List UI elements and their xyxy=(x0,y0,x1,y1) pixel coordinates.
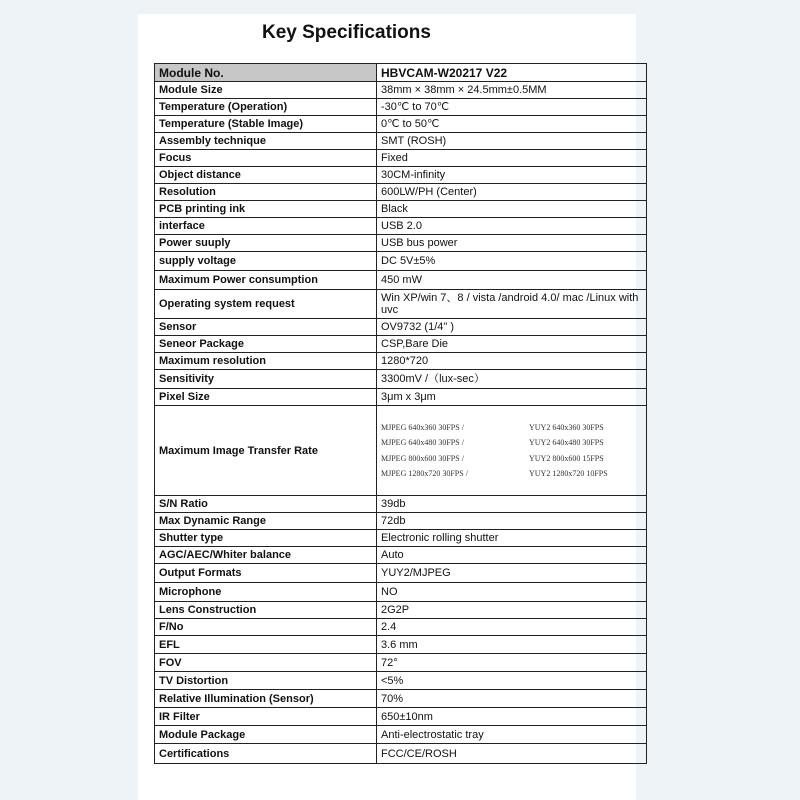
spec-value: SMT (ROSH) xyxy=(377,133,647,150)
spec-value: OV9732 (1/4" ) xyxy=(377,319,647,336)
spec-label: Operating system request xyxy=(155,290,377,319)
spec-label: AGC/AEC/Whiter balance xyxy=(155,547,377,564)
transfer-rate-grid xyxy=(381,420,642,482)
spec-label: Certifications xyxy=(155,744,377,764)
table-row xyxy=(155,389,647,406)
spec-value: 1280*720 xyxy=(377,353,647,370)
spec-label: Seneor Package xyxy=(155,336,377,353)
spec-value: Black xyxy=(377,201,647,218)
spec-value: 450 mW xyxy=(377,271,647,290)
spec-label: Resolution xyxy=(155,184,377,201)
yuy2-rate: YUY2 800x600 15FPS xyxy=(529,453,604,463)
table-row xyxy=(155,201,647,218)
spec-label: EFL xyxy=(155,636,377,654)
table-row xyxy=(155,319,647,336)
spec-label: Maximum Image Transfer Rate xyxy=(155,406,377,496)
table-row xyxy=(155,602,647,619)
table-row xyxy=(155,150,647,167)
spec-value: 70% xyxy=(377,690,647,708)
spec-value: 38mm × 38mm × 24.5mm±0.5MM xyxy=(377,82,647,99)
table-row-transfer-rate xyxy=(155,406,647,496)
spec-label: supply voltage xyxy=(155,252,377,271)
table-row xyxy=(155,235,647,252)
table-row xyxy=(155,564,647,583)
spec-value: 600LW/PH (Center) xyxy=(377,184,647,201)
table-row xyxy=(155,184,647,201)
spec-value: 3.6 mm xyxy=(377,636,647,654)
spec-value: 2G2P xyxy=(377,602,647,619)
page-title: Key Specifications xyxy=(262,22,431,43)
table-row xyxy=(155,252,647,271)
mjpeg-rate: MJPEG 800x600 30FPS / xyxy=(381,453,464,463)
spec-value: 3μm x 3μm xyxy=(377,389,647,406)
table-row xyxy=(155,218,647,235)
spec-value: 0℃ to 50℃ xyxy=(377,116,647,133)
spec-label: TV Distortion xyxy=(155,672,377,690)
table-row xyxy=(155,116,647,133)
table-row xyxy=(155,496,647,513)
table-row xyxy=(155,530,647,547)
spec-label: Power suuply xyxy=(155,235,377,252)
spec-value: FCC/CE/ROSH xyxy=(377,744,647,764)
spec-label: IR Filter xyxy=(155,708,377,726)
spec-label: Module Package xyxy=(155,726,377,744)
spec-value: 72db xyxy=(377,513,647,530)
table-row xyxy=(155,370,647,389)
spec-value: USB bus power xyxy=(377,235,647,252)
spec-label: Pixel Size xyxy=(155,389,377,406)
spec-label: Lens Construction xyxy=(155,602,377,619)
spec-label: Temperature (Stable Image) xyxy=(155,116,377,133)
spec-label: Maximum resolution xyxy=(155,353,377,370)
table-row xyxy=(155,271,647,290)
spec-value-transfer-rate xyxy=(377,406,647,496)
spec-label: Module No. xyxy=(155,64,377,82)
table-row xyxy=(155,547,647,564)
spec-label: Output Formats xyxy=(155,564,377,583)
mjpeg-rate: MJPEG 640x480 30FPS / xyxy=(381,438,464,447)
table-row xyxy=(155,744,647,764)
spec-label: Object distance xyxy=(155,167,377,184)
yuy2-rate: YUY2 1280x720 10FPS xyxy=(529,469,608,478)
spec-value: 72° xyxy=(377,654,647,672)
spec-value: 39db xyxy=(377,496,647,513)
mjpeg-rate: MJPEG 640x360 30FPS / xyxy=(381,422,464,432)
spec-value: Electronic rolling shutter xyxy=(377,530,647,547)
table-row xyxy=(155,353,647,370)
spec-value: Fixed xyxy=(377,150,647,167)
spec-label: F/No xyxy=(155,619,377,636)
spec-value: USB 2.0 xyxy=(377,218,647,235)
spec-value: -30℃ to 70℃ xyxy=(377,99,647,116)
yuy2-rate: YUY2 640x480 30FPS xyxy=(529,438,604,447)
spec-value: <5% xyxy=(377,672,647,690)
table-row xyxy=(155,513,647,530)
spec-value: Anti-electrostatic tray xyxy=(377,726,647,744)
spec-label: Maximum Power consumption xyxy=(155,271,377,290)
spec-label: Shutter type xyxy=(155,530,377,547)
table-row xyxy=(155,583,647,602)
table-row xyxy=(155,726,647,744)
spec-label: Module Size xyxy=(155,82,377,99)
spec-value: YUY2/MJPEG xyxy=(377,564,647,583)
spec-label: Sensitivity xyxy=(155,370,377,389)
spec-value: DC 5V±5% xyxy=(377,252,647,271)
table-row xyxy=(155,619,647,636)
spec-value: 3300mV /（lux-sec） xyxy=(377,370,647,389)
table-row xyxy=(155,133,647,150)
spec-label: interface xyxy=(155,218,377,235)
table-row xyxy=(155,708,647,726)
spec-label: Microphone xyxy=(155,583,377,602)
table-row xyxy=(155,690,647,708)
yuy2-rate: YUY2 640x360 30FPS xyxy=(529,422,604,432)
table-row xyxy=(155,654,647,672)
table-header-row xyxy=(155,64,647,82)
spec-value: Win XP/win 7、8 / vista /android 4.0/ mac /Linux with uvc xyxy=(377,290,647,319)
spec-value: HBVCAM-W20217 V22 xyxy=(377,64,647,82)
spec-label: PCB printing ink xyxy=(155,201,377,218)
spec-label: FOV xyxy=(155,654,377,672)
spec-value: Auto xyxy=(377,547,647,564)
spec-label: Temperature (Operation) xyxy=(155,99,377,116)
table-row xyxy=(155,636,647,654)
spec-label: Relative Illumination (Sensor) xyxy=(155,690,377,708)
spec-value: 30CM-infinity xyxy=(377,167,647,184)
table-row xyxy=(155,82,647,99)
spec-value: NO xyxy=(377,583,647,602)
spec-value: 650±10nm xyxy=(377,708,647,726)
table-row xyxy=(155,167,647,184)
spec-label: Max Dynamic Range xyxy=(155,513,377,530)
table-row xyxy=(155,290,647,319)
spec-value: CSP,Bare Die xyxy=(377,336,647,353)
spec-label: Focus xyxy=(155,150,377,167)
table-row xyxy=(155,672,647,690)
spec-label: Sensor xyxy=(155,319,377,336)
spec-table xyxy=(154,63,647,764)
spec-label: Assembly technique xyxy=(155,133,377,150)
table-row xyxy=(155,336,647,353)
mjpeg-rate: MJPEG 1280x720 30FPS / xyxy=(381,469,468,478)
table-row xyxy=(155,99,647,116)
spec-label: S/N Ratio xyxy=(155,496,377,513)
spec-value: 2.4 xyxy=(377,619,647,636)
